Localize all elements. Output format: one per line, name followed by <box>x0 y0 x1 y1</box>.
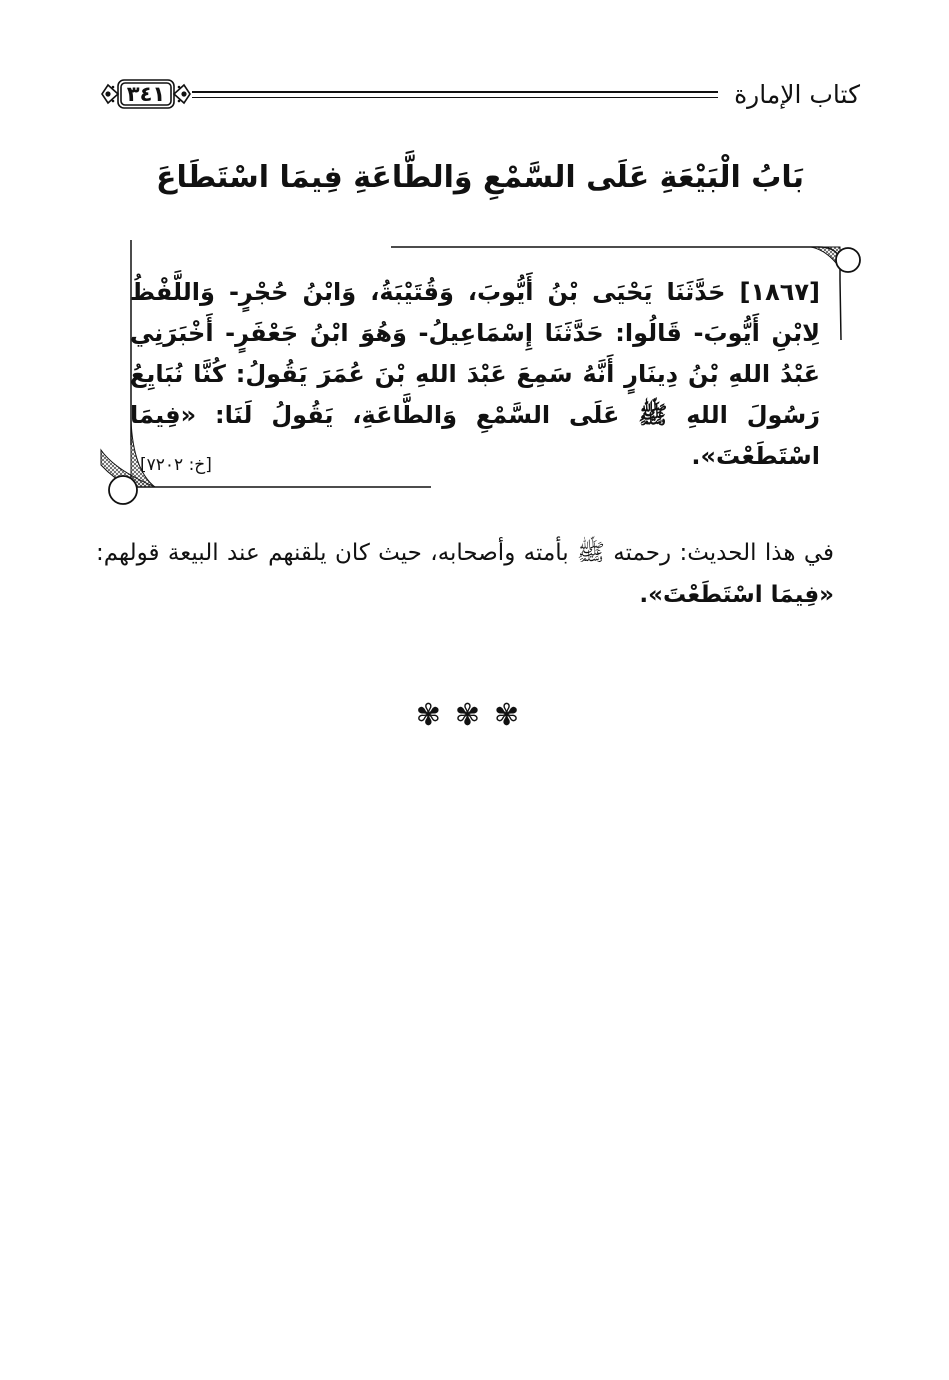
page-header <box>100 70 860 124</box>
hadith-text: [١٨٦٧] حَدَّثَنَا يَحْيَى بْنُ أَيُّوبَ، وَقُتَيْبَةُ، وَابْنُ حُجْرٍ- وَاللَّفْظُ لِابْنِ أَيُّوبَ- قَالُوا: حَدَّثَنَا إِسْمَاعِيلُ- وَهُوَ ابْنُ جَعْفَرٍ- أَخْبَرَنِي عَبْدُ اللهِ بْنُ دِينَارٍ أَنَّهُ سَمِعَ عَبْدَ اللهِ بْنَ عُمَرَ يَقُولُ: كُنَّا نُبَايِعُ رَسُولَ اللهِ ﷺ عَلَى السَّمْعِ وَالطَّاعَةِ، يَقُولُ لَنَا: «فِيمَا اسْتَطَعْتَ». <box>130 278 820 470</box>
section-separator: ✾✾✾ <box>415 698 534 733</box>
hadith-reference: [خ: ٧٢٠٢] <box>140 455 212 475</box>
page-number-frame <box>100 76 192 112</box>
chapter-title: بَابُ الْبَيْعَةِ عَلَى السَّمْعِ وَالطَّاعَةِ فِيمَا اسْتَطَاعَ <box>156 160 804 195</box>
page-number: ٣٤١ <box>126 82 166 106</box>
commentary-text: في هذا الحديث: رحمته ﷺ بأمته وأصحابه، حيث كان يلقنهم عند البيعة قولهم: <box>96 540 834 566</box>
book-title: كتاب الإمارة <box>734 80 860 109</box>
header-rule <box>192 91 718 98</box>
commentary-paragraph <box>96 532 834 616</box>
commentary-quote: «فِيمَا اسْتَطَعْتَ». <box>639 582 834 608</box>
